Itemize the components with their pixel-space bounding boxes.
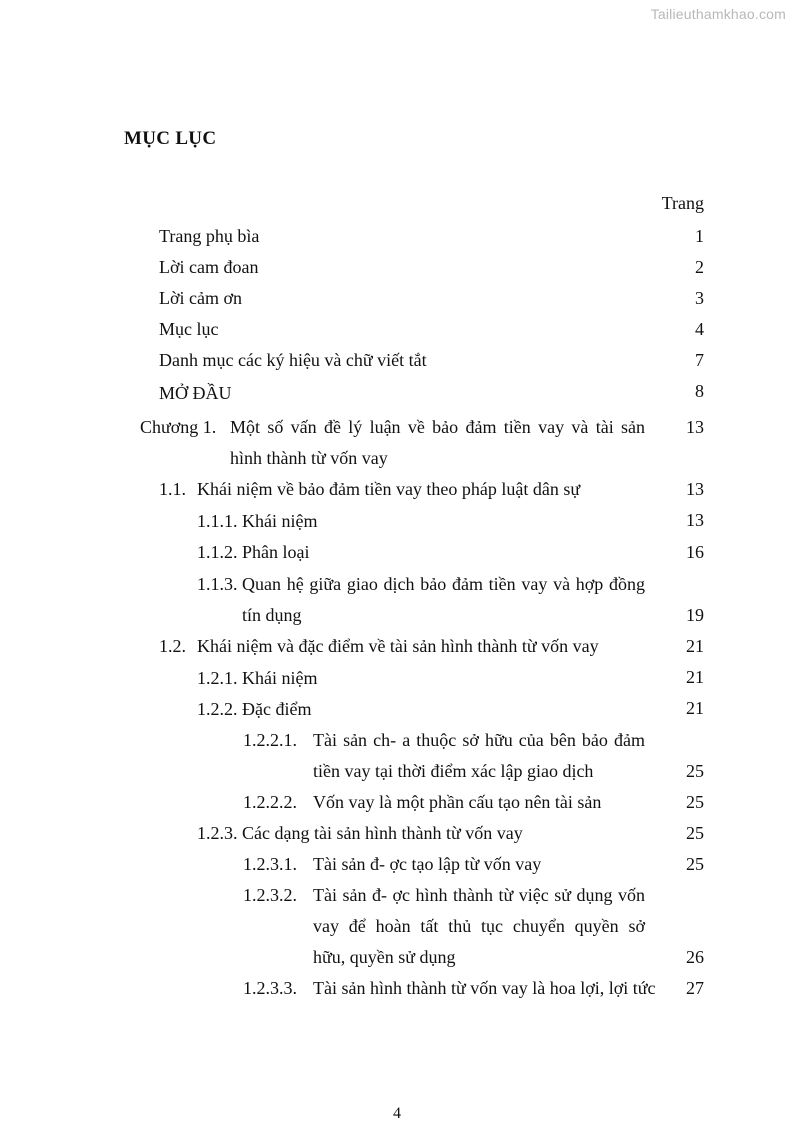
page-column-label: Trang <box>661 193 704 213</box>
section-title: Đặc điểm <box>242 699 312 719</box>
chapter-title-line2: hình thành từ vốn vay <box>230 448 388 468</box>
section-title-line2: tín dụng <box>242 605 302 625</box>
section-title: Khái niệm và đặc điểm về tài sản hình thành từ vốn vay <box>197 636 599 656</box>
toc-entry-page: 21 <box>686 636 704 656</box>
toc-entry-page: 27 <box>686 978 704 998</box>
section-number: 1.2.2. <box>197 699 238 719</box>
section-title: Khái niệm về bảo đảm tiền vay theo pháp luật dân sự <box>197 479 581 499</box>
toc-entry-page: 3 <box>695 288 704 308</box>
section-number: 1.2.2.1. <box>243 730 297 750</box>
toc-entry-page: 4 <box>695 319 704 339</box>
toc-entry-page: 25 <box>686 854 704 874</box>
section-title-line1: Quan hệ giữa giao dịch bảo đảm tiền vay và hợp đồng <box>242 574 645 594</box>
toc-entry-page: 8 <box>695 381 704 401</box>
section-title-line1: Tài sản đ- ợc hình thành từ việc sử dụng vốn <box>313 885 645 905</box>
toc-entry-page: 26 <box>686 947 704 967</box>
section-title: Khái niệm <box>242 511 318 531</box>
chapter-number: Chương 1. <box>140 417 217 437</box>
toc-entry-page: 1 <box>695 226 704 246</box>
toc-entry-page: 13 <box>686 417 704 437</box>
section-title: Phân loại <box>242 542 310 562</box>
section-number: 1.1. <box>159 479 186 499</box>
section-title-line2: tiền vay tại thời điểm xác lập giao dịch <box>313 761 594 781</box>
toc-entry-text: Lời cảm ơn <box>159 288 243 308</box>
section-number: 1.2.3.3. <box>243 978 297 998</box>
toc-entry-page: 13 <box>686 479 704 499</box>
section-number: 1.1.1. <box>197 511 238 531</box>
page-number: 4 <box>393 1105 401 1122</box>
toc-entry-text: Danh mục các ký hiệu và chữ viết tắt <box>159 350 427 370</box>
toc-entry-page: 19 <box>686 605 704 625</box>
section-title: Các dạng tài sản hình thành từ vốn vay <box>242 823 523 843</box>
section-title-line1: Tài sản ch- a thuộc sở hữu của bên bảo đảm <box>313 730 645 750</box>
toc-entry-page: 2 <box>695 257 704 277</box>
toc-entry-page: 25 <box>686 761 704 781</box>
toc-entry-page: 21 <box>686 667 704 687</box>
section-title: Vốn vay là một phần cấu tạo nên tài sản <box>313 792 602 812</box>
section-number: 1.2.3.1. <box>243 854 297 874</box>
toc-entry-page: 16 <box>686 542 704 562</box>
watermark: Tailieuthamkhao.com <box>650 6 786 22</box>
toc-entry-page: 13 <box>686 510 704 530</box>
toc-entry-page: 25 <box>686 823 704 843</box>
section-title-line3: hữu, quyền sử dụng <box>313 947 456 967</box>
toc-entry-page: 21 <box>686 698 704 718</box>
page-title: MỤC LỤC <box>124 128 217 149</box>
section-number: 1.2. <box>159 636 186 656</box>
toc-entry-text: Trang phụ bìa <box>159 226 260 246</box>
toc-entry-text: Lời cam đoan <box>159 257 259 277</box>
section-number: 1.1.3. <box>197 574 238 594</box>
chapter-title-line1: Một số vấn đề lý luận về bảo đảm tiền vay và tài sản <box>230 417 645 437</box>
toc-entry-text: MỞ ĐẦU <box>159 383 232 403</box>
section-number: 1.1.2. <box>197 542 238 562</box>
section-title: Khái niệm <box>242 668 318 688</box>
section-number: 1.2.3.2. <box>243 885 297 905</box>
section-number: 1.2.3. <box>197 823 238 843</box>
section-title: Tài sản hình thành từ vốn vay là hoa lợi, lợi tức <box>313 978 656 998</box>
section-title-line2: vay để hoàn tất thủ tục chuyển quyền sở <box>313 916 645 936</box>
toc-entry-page: 7 <box>695 350 704 370</box>
section-title: Tài sản đ- ợc tạo lập từ vốn vay <box>313 854 542 874</box>
toc-entry-text: Mục lục <box>159 319 219 339</box>
section-number: 1.2.2.2. <box>243 792 297 812</box>
toc-entry-page: 25 <box>686 792 704 812</box>
section-number: 1.2.1. <box>197 668 238 688</box>
